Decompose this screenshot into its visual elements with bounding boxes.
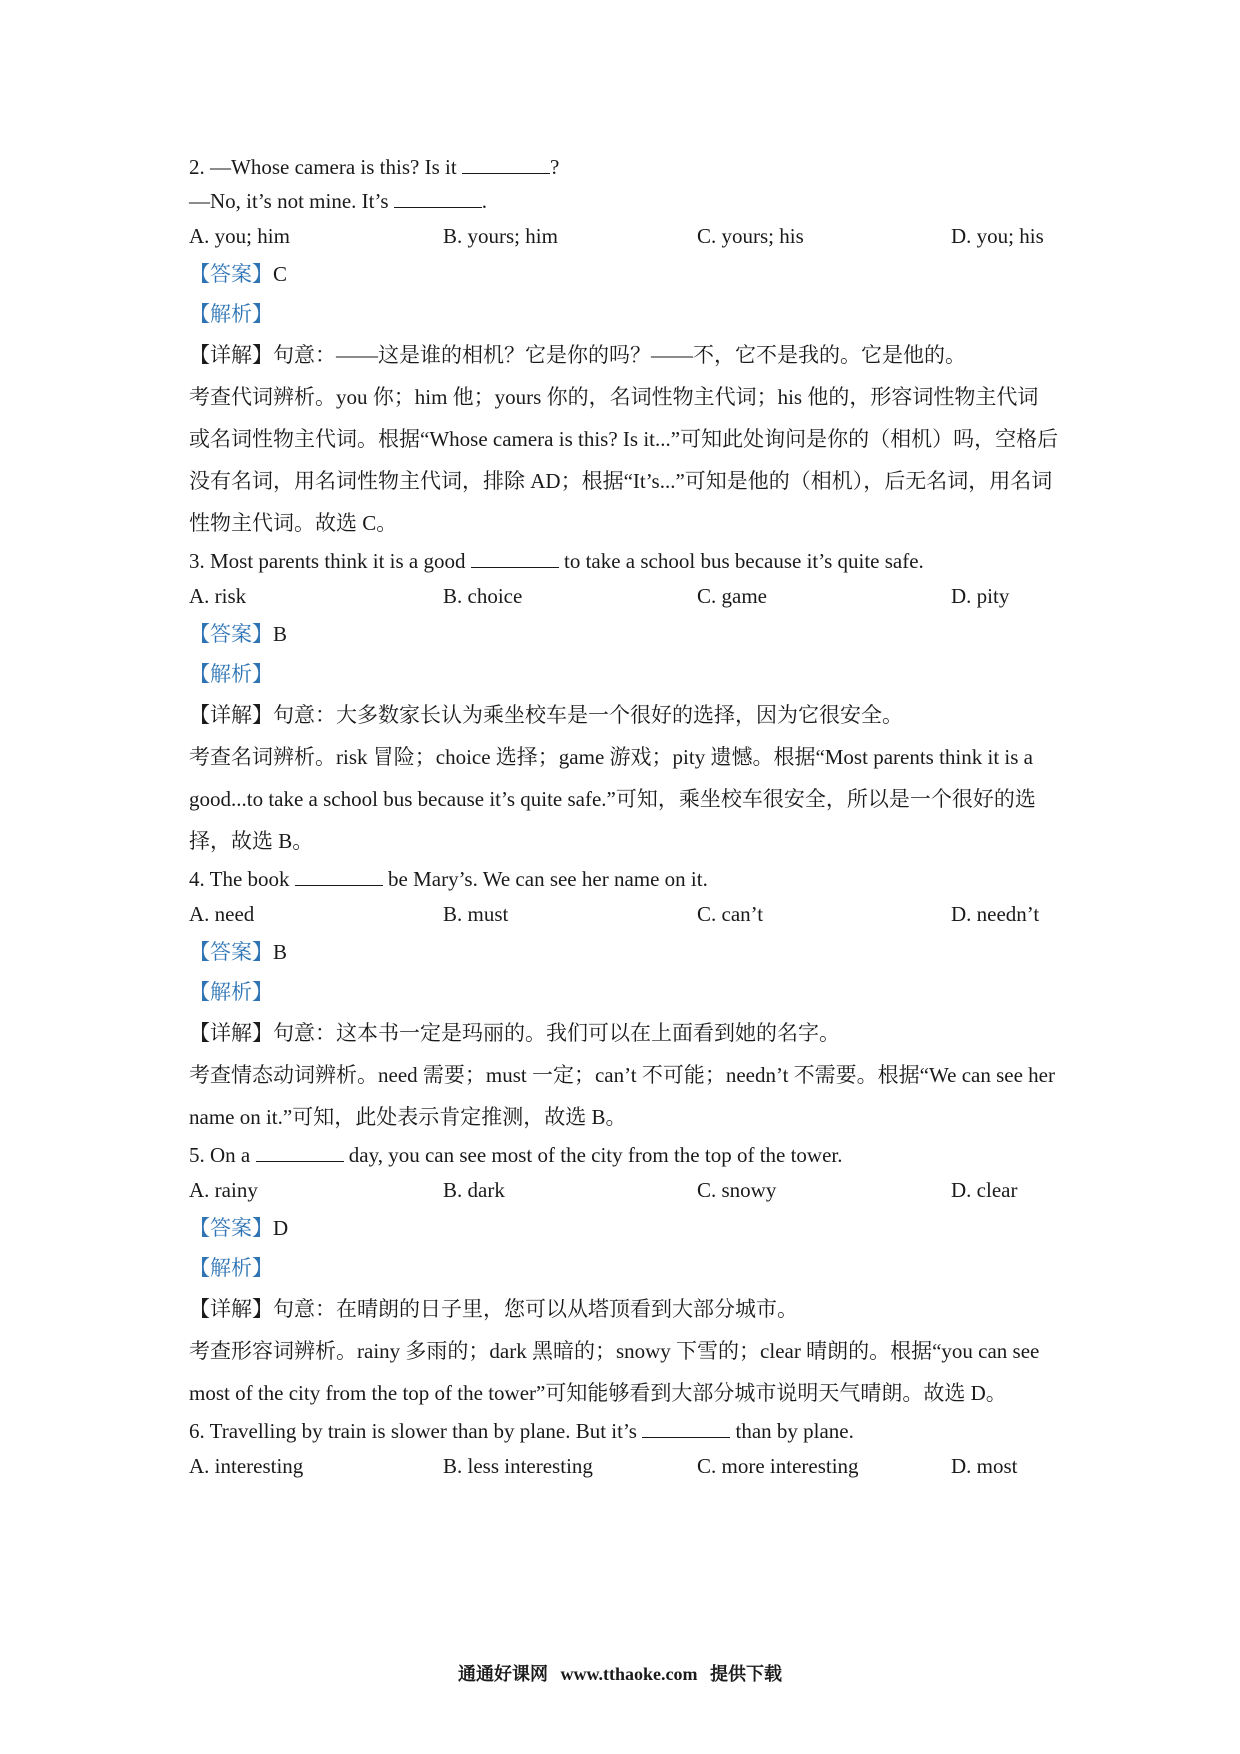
explanation-text: 考查代词辨析。you 你；him 他；yours 你的，名词性物主代词；his 他的，形容词性物主代词或名词性物主代词。根据“Whose camera is this? Is it...”可知此处询问是你的（相机）吗，空格后没有名词，用名词性物主代词，排除 AD；根据“It’s...”可知是他的（相机），后无名词，用名词性物主代词。故选 C。: [189, 385, 1059, 535]
option-a: A. risk: [189, 584, 247, 608]
answer-value: D: [273, 1216, 289, 1240]
question-stem: [189, 150, 1059, 184]
option-c: C. game: [697, 584, 767, 608]
question-stem: [189, 544, 1059, 578]
stem-text: to take a school bus because it’s quite safe.: [558, 549, 924, 573]
question-6: [189, 1414, 1059, 1484]
detail-text: 句意：这本书一定是玛丽的。我们可以在上面看到她的名字。: [273, 1021, 840, 1045]
option-d: D. clear: [951, 1178, 1018, 1202]
question-stem: [189, 184, 1059, 218]
stem-text: .: [481, 189, 487, 213]
question-5: [189, 1138, 1059, 1414]
stem-text: be Mary’s. We can see her name on it.: [382, 867, 708, 891]
option-d: D. you; his: [951, 224, 1044, 248]
answer-line: [189, 614, 1059, 654]
option-a: A. need: [189, 902, 255, 926]
option-c: C. snowy: [697, 1178, 777, 1202]
options-row: [189, 578, 1059, 614]
detail-line: [189, 1288, 1059, 1330]
option-c: C. can’t: [697, 902, 764, 926]
analysis-line: [189, 654, 1059, 694]
footer-suffix: 提供下载: [710, 1664, 783, 1685]
question-stem: [189, 1414, 1059, 1448]
answer-blank: [462, 153, 550, 174]
stem-text: 3. Most parents think it is a good: [189, 549, 471, 573]
option-b: B. choice: [443, 584, 523, 608]
option-a: A. rainy: [189, 1178, 258, 1202]
question-3: [189, 544, 1059, 862]
options-row: [189, 218, 1059, 254]
detail-tag: 【详解】: [189, 343, 273, 367]
stem-text: 4. The book: [189, 867, 295, 891]
explanation-text: 考查情态动词辨析。need 需要；must 一定；can’t 不可能；needn’t 不需要。根据“We can see her name on it.”可知，此处表示肯定推测，故选 B。: [189, 1063, 1055, 1129]
detail-line: [189, 334, 1059, 376]
option-b: B. less interesting: [443, 1454, 593, 1478]
explanation-text: 考查名词辨析。risk 冒险；choice 选择；game 游戏；pity 遗憾。根据“Most parents think it is a good...to take a school bus because it’s quite safe.”可知，乘坐校车很安全，所以是一个很好的选择，故选 B。: [189, 745, 1036, 853]
option-a: A. you; him: [189, 224, 290, 248]
stem-text: —No, it’s not mine. It’s: [189, 189, 394, 213]
analysis-line: [189, 972, 1059, 1012]
answer-blank: [295, 865, 383, 886]
answer-value: C: [273, 262, 288, 286]
options-row: [189, 1448, 1059, 1484]
document-page: [189, 150, 1059, 1484]
detail-text: 句意：大多数家长认为乘坐校车是一个很好的选择，因为它很安全。: [273, 703, 903, 727]
answer-blank: [394, 187, 482, 208]
stem-text: than by plane.: [730, 1419, 854, 1443]
analysis-tag: 【解析】: [189, 302, 273, 326]
answer-line: [189, 1208, 1059, 1248]
answer-tag: 【答案】: [189, 622, 273, 646]
stem-text: day, you can see most of the city from the top of the tower.: [343, 1143, 843, 1167]
option-d: D. most: [951, 1454, 1018, 1478]
answer-value: B: [273, 622, 288, 646]
answer-blank: [256, 1141, 344, 1162]
question-stem: [189, 862, 1059, 896]
detail-line: [189, 694, 1059, 736]
answer-line: [189, 254, 1059, 294]
option-d: D. needn’t: [951, 902, 1040, 926]
option-b: B. yours; him: [443, 224, 558, 248]
options-row: [189, 896, 1059, 932]
question-stem: [189, 1138, 1059, 1172]
options-row: [189, 1172, 1059, 1208]
answer-tag: 【答案】: [189, 940, 273, 964]
analysis-tag: 【解析】: [189, 662, 273, 686]
answer-blank: [471, 547, 559, 568]
option-b: B. must: [443, 902, 509, 926]
detail-tag: 【详解】: [189, 1021, 273, 1045]
question-2: [189, 150, 1059, 544]
analysis-line: [189, 294, 1059, 334]
stem-text: 2. —Whose camera is this? Is it: [189, 155, 462, 179]
option-c: C. more interesting: [697, 1454, 859, 1478]
detail-line: [189, 1012, 1059, 1054]
explanation-text: 考查形容词辨析。rainy 多雨的；dark 黑暗的；snowy 下雪的；clear 晴朗的。根据“you can see most of the city from the top of the tower”可知能够看到大部分城市说明天气晴朗。故选 D。: [189, 1339, 1040, 1405]
footer-site-name: 通通好课网: [457, 1664, 548, 1685]
analysis-tag: 【解析】: [189, 980, 273, 1004]
option-b: B. dark: [443, 1178, 505, 1202]
analysis-tag: 【解析】: [189, 1256, 273, 1280]
answer-value: B: [273, 940, 288, 964]
answer-line: [189, 932, 1059, 972]
answer-blank: [642, 1417, 730, 1438]
answer-tag: 【答案】: [189, 1216, 273, 1240]
option-c: C. yours; his: [697, 224, 804, 248]
stem-text: 5. On a: [189, 1143, 256, 1167]
stem-text: 6. Travelling by train is slower than by plane. But it’s: [189, 1419, 643, 1443]
answer-tag: 【答案】: [189, 262, 273, 286]
page-footer: [0, 1660, 1240, 1686]
analysis-line: [189, 1248, 1059, 1288]
option-d: D. pity: [951, 584, 1010, 608]
detail-text: 句意：在晴朗的日子里，您可以从塔顶看到大部分城市。: [273, 1297, 798, 1321]
stem-text: ?: [549, 155, 560, 179]
footer-url[interactable]: www.tthaoke.com: [560, 1664, 698, 1684]
detail-text: 句意：——这是谁的相机？它是你的吗？——不，它不是我的。它是他的。: [273, 343, 966, 367]
option-a: A. interesting: [189, 1454, 304, 1478]
question-4: [189, 862, 1059, 1138]
detail-tag: 【详解】: [189, 703, 273, 727]
detail-tag: 【详解】: [189, 1297, 273, 1321]
